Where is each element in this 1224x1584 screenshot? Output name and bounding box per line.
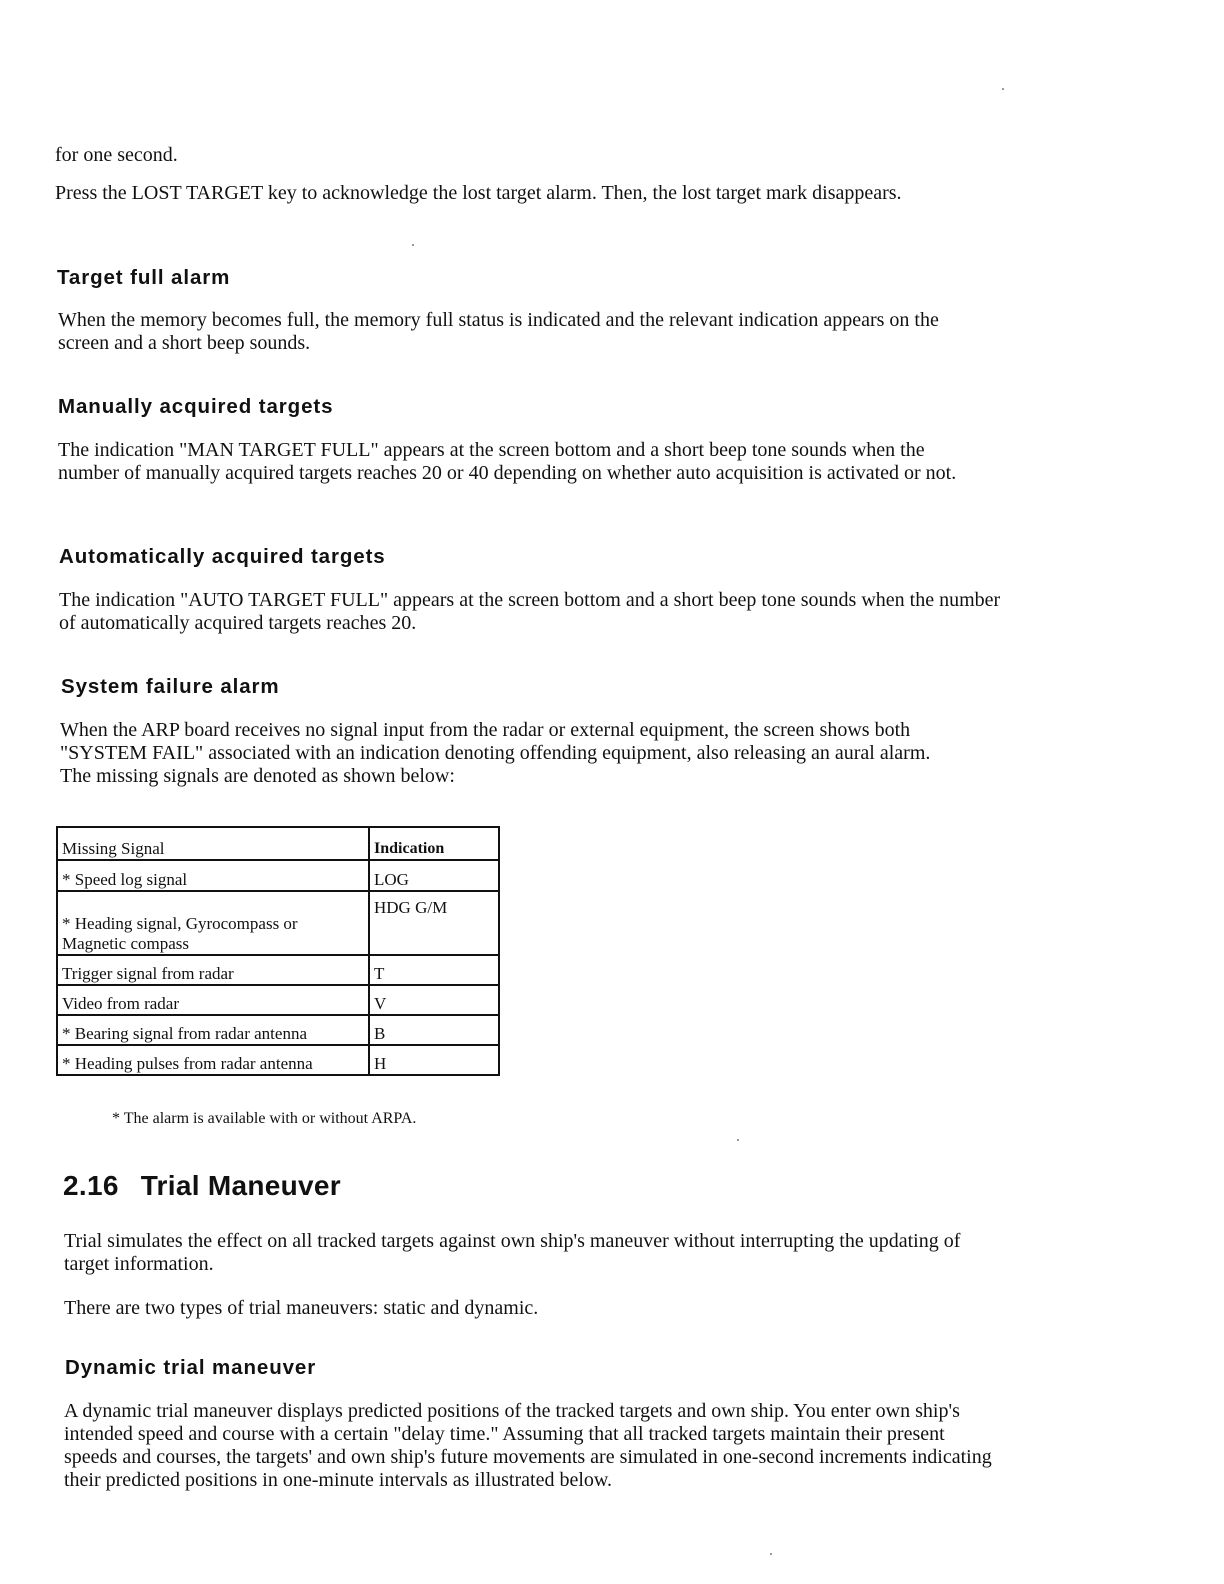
paragraph-dynamic-trial: A dynamic trial maneuver displays predicted positions of the tracked targets and own ship. You enter own ship's intended speed and course with a certain "delay time." Assuming that all tracked targets maintain their present speeds and courses, the targets' and own ship's future movements are simulated in one-second increments indicating their predicted positions in one-minute intervals as illustrated below. [64, 1400, 992, 1491]
table-cell-signal: * Speed log signal [57, 860, 369, 891]
table-row [57, 860, 499, 891]
scan-speck [770, 1553, 772, 1555]
table-row [57, 1045, 499, 1075]
table-row [57, 891, 499, 955]
table-cell-indication: LOG [369, 860, 499, 891]
heading-manually-acquired: Manually acquired targets [58, 395, 334, 418]
table-cell-indication: V [369, 985, 499, 1015]
heading-dynamic-trial: Dynamic trial maneuver [65, 1356, 317, 1379]
paragraph-intro-1: for one second. [55, 144, 178, 166]
paragraph-trial-1: Trial simulates the effect on all tracked targets against own ship's maneuver without interrupting the updating of target information. [64, 1230, 961, 1275]
heading-target-full-alarm: Target full alarm [57, 266, 231, 289]
section-title: Trial Maneuver [140, 1170, 341, 1201]
table-header-missing-signal: Missing Signal [57, 827, 369, 860]
table-cell-indication: T [369, 955, 499, 985]
paragraph-manually-acquired: The indication "MAN TARGET FULL" appears at the screen bottom and a short beep tone sounds when the number of manually acquired targets reaches 20 or 40 depending on whether auto acquisition is activated or not. [58, 439, 957, 484]
paragraph-target-full: When the memory becomes full, the memory full status is indicated and the relevant indication appears on the screen and a short beep sounds. [58, 309, 939, 354]
paragraph-automatically-acquired: The indication "AUTO TARGET FULL" appears at the screen bottom and a short beep tone sounds when the number of automatically acquired targets reaches 20. [59, 589, 1001, 634]
paragraph-intro-2: Press the LOST TARGET key to acknowledge the lost target alarm. Then, the lost target mark disappears. [55, 182, 902, 204]
table-cell-indication: H [369, 1045, 499, 1075]
scan-speck [1002, 88, 1004, 90]
table-row [57, 985, 499, 1015]
table-header-indication: Indication [369, 827, 499, 860]
section-heading-trial-maneuver [63, 1170, 341, 1202]
table-cell-signal: Video from radar [57, 985, 369, 1015]
heading-system-failure: System failure alarm [61, 675, 280, 698]
table-cell-signal: * Heading pulses from radar antenna [57, 1045, 369, 1075]
paragraph-system-failure: When the ARP board receives no signal input from the radar or external equipment, the screen shows both "SYSTEM FAIL" associated with an indication denoting offending equipment, also releasing an aural alarm. The missing signals are denoted as shown below: [60, 719, 931, 787]
table-cell-signal: Trigger signal from radar [57, 955, 369, 985]
table-footnote: * The alarm is available with or without ARPA. [112, 1110, 417, 1127]
table-row [57, 1015, 499, 1045]
section-number: 2.16 [63, 1170, 119, 1201]
missing-signal-table [56, 826, 500, 1076]
table-cell-indication: B [369, 1015, 499, 1045]
scan-speck [737, 1139, 739, 1141]
heading-automatically-acquired: Automatically acquired targets [59, 545, 386, 568]
table-cell-indication: HDG G/M [369, 891, 499, 955]
paragraph-trial-2: There are two types of trial maneuvers: static and dynamic. [64, 1297, 539, 1319]
table-cell-signal: * Heading signal, Gyrocompass or Magnetic compass [57, 891, 369, 955]
table-header-row [57, 827, 499, 860]
scan-speck [412, 244, 414, 246]
table-cell-signal: * Bearing signal from radar antenna [57, 1015, 369, 1045]
table-row [57, 955, 499, 985]
